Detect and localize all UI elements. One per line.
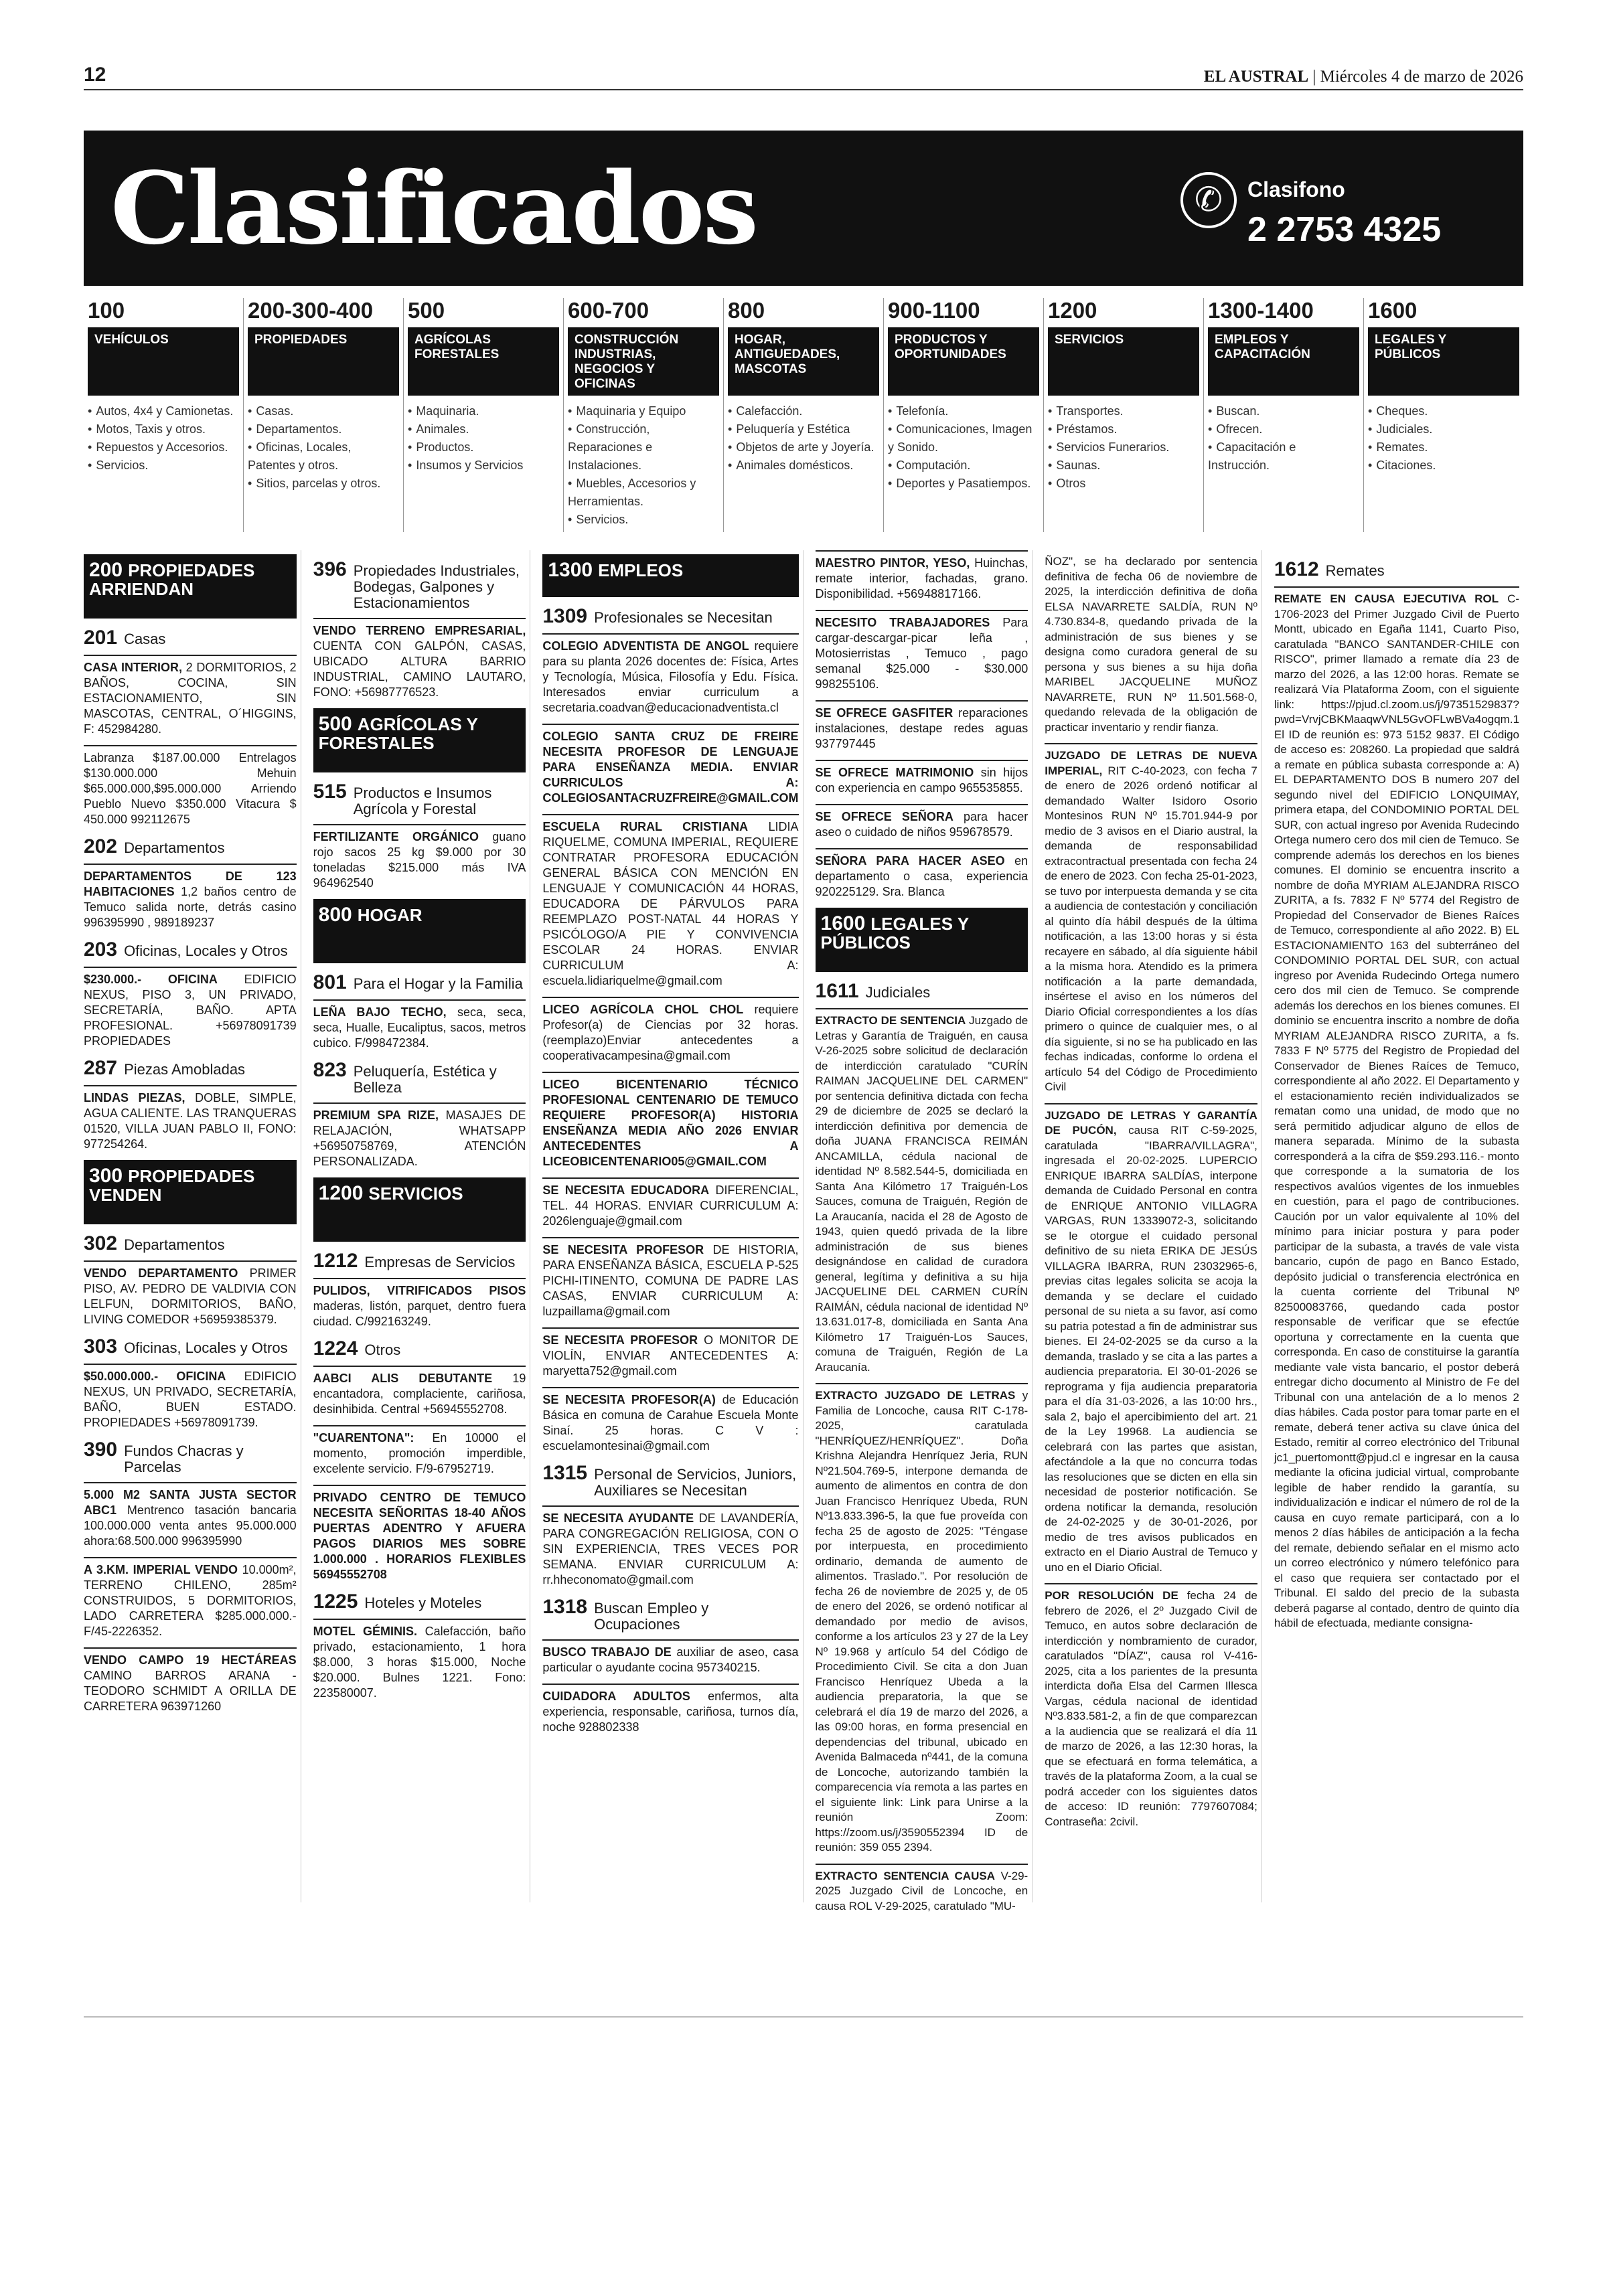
category-item: • Animales. [408,420,559,438]
classified-ad: LICEO AGRÍCOLA CHOL CHOL requiere Profesor(a) de Ciencias por 32 horas. (reemplazo)Enviar antecedentes a cooperativacampesina@gmail.com [542,997,798,1064]
category-items [1368,402,1519,475]
category-item: • Ofrecen. [1208,420,1359,438]
classified-ad: SE NECESITA AYUDANTE DE LAVANDERÍA, PARA CONGREGACIÓN RELIGIOSA, CON O SIN EXPERIENCIA, TRES VECES POR SEMANA. ENVIAR CURRICULUM A: rr.hheconomato@gmail.com [542,1505,798,1588]
publication-date: | Miércoles 4 de marzo de 2026 [1312,68,1523,86]
classifieds-body [84,550,1523,1912]
category-item: • Maquinaria y Equipo [568,402,719,420]
category-title: CONSTRUCCIÓN INDUSTRIAS, NEGOCIOS Y OFICINAS [568,327,719,396]
classified-ad: AABCI ALIS DEBUTANTE 19 encantadora, complaciente, cariñosa, desinhibida. Central +56945552708. [313,1366,526,1417]
category-item: • Sitios, parcelas y otros. [248,475,399,493]
column-3 [542,550,803,1902]
classified-ad: CASA INTERIOR, 2 DORMITORIOS, 2 BAÑOS, COCINA, SIN ESTACIONAMIENTO, SIN MASCOTAS, CENTRAL, O´HIGGINS, F: 452984280. [84,655,297,737]
classified-ad: PRIVADO CENTRO DE TEMUCO NECESITA SEÑORITAS 18-40 AÑOS PUERTAS ADENTRO Y AFUERA PAGOS DIARIOS MES SOBRE 1.000.000 . HORARIOS FLEXIBLES 56945552708 [313,1485,526,1582]
subsection-header: 202 Departamentos [84,835,225,857]
legal-notice: EXTRACTO SENTENCIA CAUSA V-29-2025 Juzgado Civil de Loncoche, en causa ROL V-29-2025, caratulado "MU- [816,1864,1028,1914]
category-items [728,402,879,475]
classified-ad: PREMIUM SPA RIZE, MASAJES DE RELAJACIÓN, WHATSAPP +56950758769, ATENCIÓN PERSONALIZADA. [313,1102,526,1169]
subsection-header: 823 Peluquería, Estética y Belleza [313,1059,497,1096]
classified-ad: DEPARTAMENTOS DE 123 HABITACIONES 1,2 baños centro de Temuco salida norte, detrás casino 996395990 , 989189237 [84,864,297,930]
legal-notice: REMATE EN CAUSA EJECUTIVA ROL C-1706-2023 del Primer Juzgado Civil de Puerto Montt, ubicado en Egaña 1141, Cuarto Piso, caratulada "BANCO SANTANDER-CHILE con RISCO", primer llamado a remate día 23 de marzo del 2026, a las 12:00 horas. Remate se realizará Vía Plataforma Zoom, con el siguiente link: https://pjud.cl.zoom.us/j/97351529837?pwd=VrvjCBKMaaqwVNL5GvOFLwBVa4ogqm.1 El ID de reunión es: 973 5152 9837. El Código de acceso es: 208260. La propiedad que saldrá a remate en pública subasta corresponde a: A) EL DEPARTAMENTO DOS B numero 207 del segundo nivel del EDIFICIO LONQUIMAY, primera etapa, del CONDOMINIO PORTAL DEL SUR, con actual ingreso por Avenida Rudecindo Ortega numero cero dos mil cien de Temuco. Se comprende además los derechos en los bienes comunes. El dominio se encuentra inscrito a nombre de doña MYRIAM ALEJANDRA RISCO ZURITA, a fs. 7832 F Nº 5774 del Registro de Propiedad del Conservador de Bienes Raíces de Temuco, correspondiente al año 2022. B) EL ESTACIONAMIENTO 163 del subterráneo del CONDOMINIO PORTAL DEL SUR, con actual ingreso por Avenida Rudecindo Ortega numero cero dos mil cien de Temuco. Se comprende además los derechos en los bienes comunes. El dominio se encuentra inscrito a nombre de doña MYRIAM ALEJANDRA RISCO ZURITA, a fs. 7833 F Nº 5775 del Registro de Propiedad del Conservador de Bienes Raíces de Temuco, correspondiente al año 2022. El Departamento y el estacionamiento recién individualizados se rematan como una unidad, de modo que no será permitido adjudicar alguno de ellos de manera separada. Mínimo de la subasta corresponderá a la cifra de $59.293.116.- monto que corresponde a la sumatoria de los respectivos avalúos vigentes de los inmuebles en cuestión, para el pago de contribuciones. Caución por un valor equivalente al 10% del mínimo para iniciar postura y para poder participar de la subasta, a través de vale vista bancario, cupón de pago en Banco Estado, depósito judicial o transferencia electrónica en la cuenta corriente del Tribunal Nº 82500083766, quedando cada postor responsable de verificar que se efectúe oportuna y correctamente en la cuenta que corresponda. En caso de constituirse la garantía mediante vale vista bancario, el postor deberá entregar dicho documento al Ministro de Fe del Tribunal con una antelación de a lo menos 2 días hábiles. Cada postor para tomar parte en el remate, deberá tener activa su clave única del Estado, remitir al correo electrónico del Tribunal jc1_puertomontt@pjud.cl e ingresar en la causa mediante la oficina judicial virtual, comprobante legible de haber rendido la garantía, su individualización e indicar el número de rol de la causa en cuyo remate participará, con a lo menos 2 días hábiles de anticipación a la fecha del remate, debiendo señalar en el mismo acto un correo electrónico y número telefónico para el caso que requiera ser contactado por el Tribunal. El saldo del precio de la subasta deberá pagarse al contado, dentro de quinto día hábil de efectuada, mediante consigna- [1274,586,1519,1631]
category-item: • Comunicaciones, Imagen y Sonido. [888,420,1039,457]
subsection-header: 203 Oficinas, Locales y Otros [84,938,288,961]
clasifono-number: 2 2753 4325 [1247,210,1442,249]
category-item: • Computación. [888,457,1039,475]
category-title: VEHÍCULOS [88,327,239,396]
classified-ad: BUSCO TRABAJO DE auxiliar de aseo, casa particular o ayudante cocina 957340215. [542,1639,798,1675]
subsection-header: 801 Para el Hogar y la Familia [313,971,523,993]
footer-divider [84,2016,1523,2018]
section-header: 300 PROPIEDADES VENDEN [84,1160,297,1224]
category-column [1043,298,1203,532]
category-item: • Servicios. [88,457,239,475]
classified-ad: VENDO DEPARTAMENTO PRIMER PISO, AV. PEDRO DE VALDIVIA CON LELFUN, DORMITORIOS, BAÑO, LIVING COMEDOR +56959385379. [84,1260,297,1327]
category-column [1203,298,1363,532]
subsection-header: 396 Propiedades Industriales, Bodegas, Galpones y Estacionamientos [313,558,520,611]
legal-notice: EXTRACTO JUZGADO DE LETRAS y Familia de Loncoche, causa RIT C-178-2025, caratulada "HENRÍQUEZ/HENRÍQUEZ". Doña Krishna Alejandra Henríquez Jeria, RUN Nº21.504.769-5, interpone demanda de aumento de alimentos en contra de don Juan Francisco Henríquez Ubeda, RUN Nº13.833.396-5, la que fue proveída con fecha 25 de agosto de 2025: "Téngase por interpuesta, en procedimiento ordinario, demanda de aumento de alimentos. Traslado.". Por resolución de fecha 26 de noviembre de 2025 y, de 05 de enero del 2026, se ordenó notificar al demandado por medio de avisos, conforme a los artículos 23 y 27 de la Ley Nº 19.968 y artículo 54 del Código de Procedimiento Civil. Se cita a don Juan Francisco Henríquez Ubeda a la audiencia preparatoria, la que se celebrará el día 19 de marzo del 2026, a las 09:00 horas, en forma presencial en dependencias del tribunal, ubicado en Avenida Balmaceda nº441, de la comuna de Loncoche, autorizando también la comparecencia vía remota a las partes en el siguiente link: Link para Unirse a la reunión Zoom: https://zoom.us/j/3590552394 ID de reunión: 359 055 2394. [816,1383,1028,1856]
classified-ad: SE NECESITA PROFESOR O MONITOR DE VIOLÍN, ENVIAR ANTECEDENTES A: maryetta752@gmail.com [542,1327,798,1379]
classified-ad: $230.000.- OFICINA EDIFICIO NEXUS, PISO 3, UN PRIVADO, SECRETARÍA, BAÑO. APTA PROFESIONAL. +56978091739 PROPIEDADES [84,967,297,1049]
classified-ad: VENDO CAMPO 19 HECTÁREAS CAMINO BARROS ARANA - TEODORO SCHMIDT A ORILLA DE CARRETERA 963971260 [84,1647,297,1714]
category-index [84,298,1523,532]
category-item: • Departamentos. [248,420,399,438]
classified-ad: COLEGIO SANTA CRUZ DE FREIRE NECESITA PROFESOR DE LENGUAJE PARA ENSEÑANZA MEDIA. ENVIAR CURRICULOS A: COLEGIOSANTACRUZFREIRE@GMAIL.COM [542,724,798,806]
category-items [1208,402,1359,475]
page-header [84,64,1523,90]
subsection-header: 1315 Personal de Servicios, Juniors, Auxiliares se Necesitan [542,1462,797,1499]
category-item: • Objetos de arte y Joyería. [728,438,879,457]
subsection-header: 1318 Buscan Empleo y Ocupaciones [542,1596,709,1633]
category-item: • Judiciales. [1368,420,1519,438]
section-header: 1600 LEGALES Y PÚBLICOS [816,908,1028,972]
classified-ad: VENDO TERRENO EMPRESARIAL, CUENTA CON GALPÓN, CASAS, UBICADO ALTURA BARRIO INDUSTRIAL, CAMINO LAUTARO, FONO: +56987776523. [313,618,526,700]
classified-ad: SE OFRECE GASFITER reparaciones instalaciones, destape redes aguas 937797445 [816,700,1028,752]
category-item: • Remates. [1368,438,1519,457]
subsection-header: 1612 Remates [1274,558,1385,580]
classified-ad: PULIDOS, VITRIFICADOS PISOS maderas, listón, parquet, dentro fuera ciudad. C/992163249. [313,1278,526,1329]
classified-ad: LICEO BICENTENARIO TÉCNICO PROFESIONAL CENTENARIO DE TEMUCO REQUIERE PROFESOR(A) HISTORIA ENSEÑANZA MEDIA AÑO 2026 ENVIAR ANTECEDENTES A LICEOBICENTENARIO05@GMAIL.COM [542,1072,798,1169]
subsection-header: 390 Fundos Chacras y Parcelas [84,1439,244,1475]
category-item: • Calefacción. [728,402,879,420]
category-item: • Construcción, Reparaciones e Instalaciones. [568,420,719,475]
subsection-header: 1212 Empresas de Servicios [313,1250,516,1272]
category-items [88,402,239,475]
classified-ad: SE NECESITA PROFESOR DE HISTORIA, PARA ENSEÑANZA BÁSICA, ESCUELA P-525 PICHI-ITINENTO, COMUNA DE PADRE LAS CASAS, ENVIAR CURRICULUM A: luzpaillama@gmail.com [542,1237,798,1319]
legal-notice: JUZGADO DE LETRAS Y GARANTÍA DE PUCÓN, causa RIT C-59-2025, caratulada "IBARRA/VILLAGRA", ingresada el 20-02-2025. LUPERCIO ENRIQUE IBARRA SALDÍAS, interpone demanda de Cuidado Personal en contra de ENRIQUE ANTONIO VILLAGRA VARGAS, RUN 13339072-3, solicitando se le otorgue el cuidado personal definitivo de su nieta ERIKA DE JESÚS VILLAGRA IBARRA, RUN 23032965-6, previas citas legales solicita se acoja la demanda y se declare el cuidado personal de su nieta a su favor, así como su patria potestad a fin de administrar sus bienes. El 24-02-2025 se da curso a la demanda, traslado y se cita a las partes a audiencia preparatoria. El 30-01-2026 se reprograma y fija audiencia preparatoria para el día 31-03-2026, a las 10:00 hrs., sala 2, bajo el apercibimiento del art. 21 de la Ley 19968. La audiencia se celebrará con las partes que asistan, afectándole a la que no concurra todas las resoluciones que se dicten en ella sin necesidad de posterior notificación. Se ordena notificar la demanda, resolución de 24-02-2025 y de 30-01-2026, por medio de tres avisos publicados en extracto en el Diario Austral de Temuco y uno en el Diario Oficial. [1045,1103,1257,1576]
category-items [248,402,399,493]
category-item: • Animales domésticos. [728,457,879,475]
category-title: PROPIEDADES [248,327,399,396]
section-header: 1200 SERVICIOS [313,1177,526,1242]
subsection-header: 1611 Judiciales [815,980,931,1002]
category-code: 1600 [1368,298,1418,323]
category-item: • Saunas. [1048,457,1199,475]
classified-ad: MAESTRO PINTOR, YESO, Huinchas, remate interior, fachadas, grano. Disponibilidad. +56948817166. [816,550,1028,602]
classified-ad: 5.000 M2 SANTA JUSTA SECTOR ABC1 Mentrenco tasación bancaria 100.000.000 venta antes 95.000.000 ahora:68.500.000 996395990 [84,1482,297,1549]
category-code: 100 [88,298,125,323]
category-title: PRODUCTOS Y OPORTUNIDADES [888,327,1039,396]
legal-notice: EXTRACTO DE SENTENCIA Juzgado de Letras y Garantía de Traiguén, en causa V-26-2025 sobre solicitud de declaración de interdicción caratulado "CURÍN RAIMAN JACQUELINE DEL CARMEN" por sentencia definitiva dictada con fecha 29 de diciembre de 2025 se declaró la interdicción definitiva por demencia de doña JUANA FRANCISCA REIMÁN ANCAMILLA, cédula nacional de identidad Nº 8.582.544-5, domiciliada en Santa Ana Kilómetro 17 Traiguén-Los Sauces, comuna de Traiguén, Región de La Araucanía, nacida el 28 de Agosto de 1943, quien quedó privada de la libre administración de sus bienes designándose en calidad de curadora general, legítima y definitiva a su hija JACQUELINE DEL CARMEN CURÍN RAIMÁN, cédula nacional de identidad Nº 13.631.017-8, domiciliada en Santa Ana Kilómetro 17 Traiguén-Los Sauces, comuna de Traiguén, Región de La Araucanía. [816,1008,1028,1375]
classified-ad: SEÑORA PARA HACER ASEO en departamento o casa, experiencia 920225129. Sra. Blanca [816,848,1028,900]
section-header: 1300 EMPLEOS [542,554,798,597]
classified-ad: CUIDADORA ADULTOS enfermos, alta experiencia, responsable, cariñosa, turnos día, noche 928802338 [542,1684,798,1735]
category-item: • Casas. [248,402,399,420]
category-item: • Deportes y Pasatiempos. [888,475,1039,493]
column-2 [313,550,531,1902]
subsection-header: 302 Departamentos [84,1232,225,1254]
category-title: SERVICIOS [1048,327,1199,396]
category-item: • Capacitación e Instrucción. [1208,438,1359,475]
phone-icon: ✆ [1180,172,1237,228]
category-item: • Servicios Funerarios. [1048,438,1199,457]
subsection-header: 1224 Otros [313,1337,401,1360]
category-item: • Servicios. [568,511,719,529]
classified-ad: A 3.KM. IMPERIAL VENDO 10.000m², TERRENO CHILENO, 285m² CONSTRUIDOS, 5 DORMITORIOS, LADO CARRETERA $285.000.000.- F/45-2226352. [84,1557,297,1639]
legal-notice: ÑOZ", se ha declarado por sentencia definitiva de fecha 06 de noviembre de 2025, la interdicción definitiva de doña ELSA NAVARRETE SALDÍA, RUN Nº 4.730.834-8, quedando privada de la administración de sus bienes y se designa como curadora general de su persona y sus bienes a su hija doña MARIBEL JACQUELINE MUÑOZ NAVARRETE, RUN Nº 11.501.568-0, quedando relevada de la obligación de practicar inventario y rendir fianza. [1045,555,1257,734]
category-item: • Repuestos y Accesorios. [88,438,239,457]
category-code: 800 [728,298,765,323]
subsection-header: 303 Oficinas, Locales y Otros [84,1335,288,1358]
category-item: • Productos. [408,438,559,457]
category-title: EMPLEOS Y CAPACITACIÓN [1208,327,1359,396]
category-item: • Otros [1048,475,1199,493]
publication-line [1204,68,1523,86]
category-title: HOGAR, ANTIGUEDADES, MASCOTAS [728,327,879,396]
category-column [84,298,243,532]
category-code: 200-300-400 [248,298,374,323]
subsection-header: 515 Productos e Insumos Agrícola y Forestal [313,781,492,817]
column-6 [1274,550,1523,1902]
category-item: • Cheques. [1368,402,1519,420]
classified-ad: COLEGIO ADVENTISTA DE ANGOL requiere para su planta 2026 docentes de: Física, Artes y Tecnología, Música, Filosofía y Edu. Física. Interesados enviar curriculum a secretaria.coadvan@educacionadventista.cl [542,633,798,716]
subsection-header: 201 Casas [84,627,166,649]
category-item: • Préstamos. [1048,420,1199,438]
category-column [243,298,403,532]
legal-notice: POR RESOLUCIÓN DE fecha 24 de febrero de 2026, el 2º Juzgado Civil de Temuco, en autos sobre declaración de interdicción y nombramiento de curador, caratulados "DÍAZ", causa rol V-416-2025, cita a los parientes de la presunta interdicta doña Elsa del Carmen Illesca Vargas, cédula nacional de identidad Nº3.833.581-2, a fin de que comparezcan a la audiencia que se realizará el día 11 de marzo de 2026, a las 12:30 horas, la que se efectuará en forma telemática, a través de la plataforma Zoom, a la cual se podrá acceder con los siguientes datos de acceso: ID reunión: 7797607084; Contraseña: 2civil. [1045,1583,1257,1829]
classified-ad: SE OFRECE SEÑORA para hacer aseo o cuidado de niños 959678579. [816,804,1028,840]
category-code: 900-1100 [888,298,980,323]
classified-ad: SE NECESITA PROFESOR(A) de Educación Básica en comuna de Carahue Escuela Monte Sinaí. 25 horas. C V : escuelamontesinai@gmail.com [542,1387,798,1454]
category-column [563,298,723,532]
category-item: • Muebles, Accesorios y Herramientas. [568,475,719,511]
classified-ad: LEÑA BAJO TECHO, seca, seca, seca, Hualle, Eucaliptus, sacos, metros cubico. F/998472384. [313,999,526,1051]
classified-ad: SE OFRECE MATRIMONIO sin hijos con experiencia en campo 965535855. [816,760,1028,796]
category-title: LEGALES Y PÚBLICOS [1368,327,1519,396]
classified-ad: SE NECESITA EDUCADORA DIFERENCIAL, TEL. 44 HORAS. ENVIAR CURRICULUM A: 2026lenguaje@gmail.com [542,1177,798,1229]
category-code: 1200 [1048,298,1097,323]
category-items [1048,402,1199,493]
section-title: Clasificados [110,150,757,266]
classified-ad: $50.000.000.- OFICINA EDIFICIO NEXUS, UN PRIVADO, SECRETARÍA, BAÑO, BUEN ESTADO. PROPIEDADES +56978091739. [84,1364,297,1430]
category-title: AGRÍCOLAS FORESTALES [408,327,559,396]
category-item: • Citaciones. [1368,457,1519,475]
category-column [883,298,1043,532]
category-item: • Autos, 4x4 y Camionetas. [88,402,239,420]
classified-ad: ESCUELA RURAL CRISTIANA LIDIA RIQUELME, COMUNA IMPERIAL, REQUIERE CONTRATAR PROFESORA EDUCACIÓN GENERAL BÁSICA CON MENCIÓN EN LENGUAJE Y COMUNICACIÓN 44 HORAS, EDUCADORA DE PÁRVULOS PARA REEMPLAZO POST-NATAL 44 HORAS Y PSICÓLOGO/A PIE Y CONVIVENCIA ESCOLAR 24 HORAS. ENVIAR CURRICULUM A: escuela.lidiariquelme@gmail.com [542,814,798,989]
classified-ad: NECESITO TRABAJADORES Para cargar-descargar-picar leña , Motosierristas , Temuco , pago semanal $25.000 - $30.000 998255106. [816,610,1028,692]
classified-ad: FERTILIZANTE ORGÁNICO guano rojo sacos 25 kg $9.000 por 30 toneladas $215.000 más IVA 964962540 [313,824,526,891]
subsection-header: 1309 Profesionales se Necesitan [542,605,773,627]
category-items [888,402,1039,493]
category-items [568,402,719,529]
classified-ad: "CUARENTONA": En 10000 el momento, promoción imperdible, excelente servicio. F/9-67952719. [313,1425,526,1477]
category-item: • Peluquería y Estética [728,420,879,438]
section-header: 500 AGRÍCOLAS Y FORESTALES [313,708,526,772]
category-column [723,298,883,532]
category-item: • Motos, Taxis y otros. [88,420,239,438]
newspaper-name: EL AUSTRAL [1203,68,1309,86]
subsection-header: 287 Piezas Amobladas [84,1057,246,1079]
category-code: 1300-1400 [1208,298,1314,323]
column-5 [1045,550,1262,1902]
column-4 [815,550,1033,1912]
classified-ad: LINDAS PIEZAS, DOBLE, SIMPLE, AGUA CALIENTE. LAS TRANQUERAS 01520, VILLA JUAN PABLO II, FONO: 977254264. [84,1085,297,1152]
section-banner [84,131,1523,286]
subsection-header: 1225 Hoteles y Moteles [313,1590,482,1613]
category-code: 500 [408,298,445,323]
column-1 [84,550,301,1902]
classified-ad: MOTEL GÉMINIS. Calefacción, baño privado, estacionamiento, 1 hora $8.000, 3 horas $15.000, Noche $20.000. Bulnes 1221. Fono: 223580007. [313,1619,526,1701]
category-column [403,298,563,532]
category-item: • Buscan. [1208,402,1359,420]
category-items [408,402,559,475]
category-item: • Maquinaria. [408,402,559,420]
section-header: 800 HOGAR [313,899,526,963]
page-number: 12 [84,64,106,86]
category-item: • Insumos y Servicios [408,457,559,475]
clasifono-label: Clasifono [1247,177,1345,201]
category-item: • Oficinas, Locales, Patentes y otros. [248,438,399,475]
classified-ad: Labranza $187.00.000 Entrelagos $130.000.000 Mehuin $65.000.000,$95.000.000 Arriendo Pueblo Nuevo $350.000 Vitacura $ 450.000 992112675 [84,745,297,827]
category-item: • Transportes. [1048,402,1199,420]
category-code: 600-700 [568,298,649,323]
legal-notice: JUZGADO DE LETRAS DE NUEVA IMPERIAL, RIT C-40-2023, con fecha 7 de enero de 2026 ordenó notificar al demandado Walter Isidoro Osorio Montesinos RUN Nº 15.701.944-9 por medio de 3 avisos en el Diario austral, la demanda de responsabilidad extracontractual presentada con fecha 24 de enero de 2023. Con fecha 25-01-2023, se tuvo por interpuesta demanda y se cita a audiencia de contestación y conciliación al quinto día hábil después de la última notificación, a las 13:00 horas y si ésta recayere en sábado, al día siguiente hábil a la misma hora. Atendido es la primera notificación a la parte demandada, insértese el aviso en los números del Diario Oficial correspondientes a los días primero o quince de cualquier mes, o al día siguiente, si no se ha publicado en las fechas indicadas, conforme lo ordena el artículo 54 del Código de Procedimiento Civil [1045,743,1257,1095]
category-column [1363,298,1523,532]
section-header: 200 PROPIEDADES ARRIENDAN [84,554,297,619]
category-item: • Telefonía. [888,402,1039,420]
